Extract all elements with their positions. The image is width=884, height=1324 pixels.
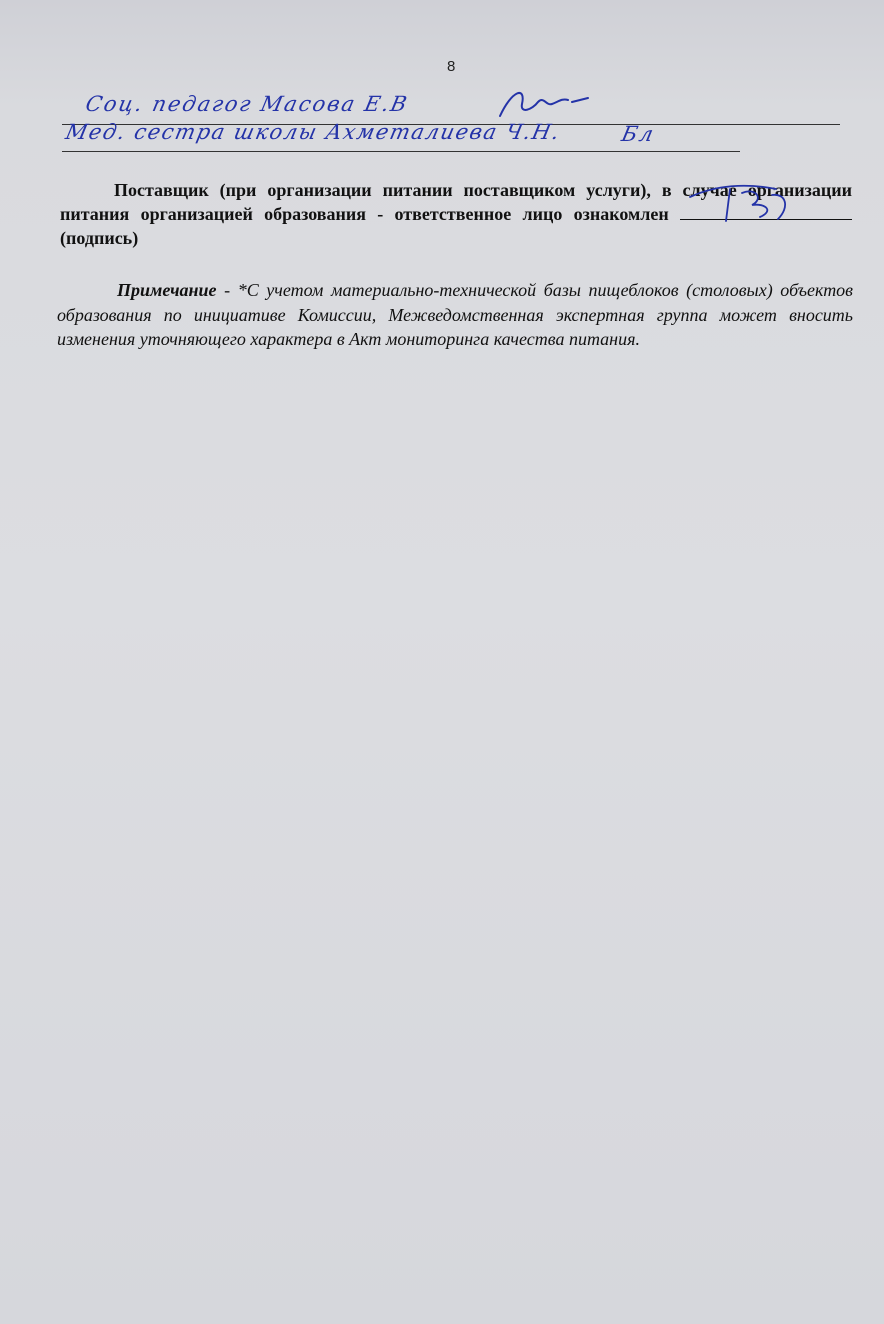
page-number: 8 xyxy=(447,58,456,75)
signature-caption: (подпись) xyxy=(60,228,139,248)
note-paragraph xyxy=(57,278,853,352)
handwritten-social-pedagogue: Соц. педагог Масова Е.В xyxy=(83,92,411,116)
note-text: - *С учетом материально-технической базы пищеблоков (столовых) объектов образования по инициативе Комиссии, Межведомственная экспертная группа может вносить изменения уточняющего характера в Акт мониторинга качества питания. xyxy=(57,280,853,349)
handwritten-line-2-rule xyxy=(62,151,740,152)
signature-blank[interactable] xyxy=(680,203,852,220)
note-label: Примечание xyxy=(117,280,217,300)
supplier-signature xyxy=(686,177,796,225)
supplier-paragraph xyxy=(60,178,852,250)
supplier-text: Поставщик (при организации питании поставщиком услуги), в случае организации питания организацией образования - ответственное лицо ознакомлен xyxy=(60,180,852,224)
handwritten-nurse-initials: Бл xyxy=(619,122,658,146)
handwritten-nurse: Мед. сестра школы Ахметалиева Ч.Н. xyxy=(63,120,563,144)
